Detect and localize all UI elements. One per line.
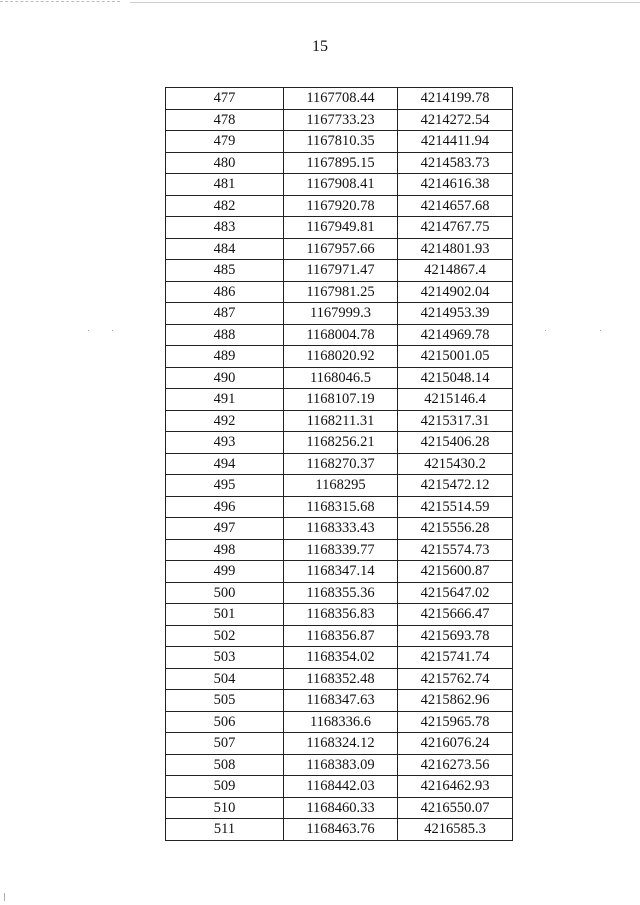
y-coordinate-cell: 4215647.02 [398, 582, 513, 604]
table-row [166, 324, 513, 346]
point-number-cell: 480 [166, 152, 284, 174]
point-number-cell: 483 [166, 217, 284, 239]
y-coordinate-cell: 4215574.73 [398, 539, 513, 561]
table-row [166, 625, 513, 647]
y-coordinate-cell: 4216273.56 [398, 754, 513, 776]
scan-edge-line [0, 1, 120, 2]
table-row [166, 410, 513, 432]
point-number-cell: 497 [166, 518, 284, 540]
point-number-cell: 491 [166, 389, 284, 411]
x-coordinate-cell: 1168463.76 [284, 819, 398, 841]
y-coordinate-cell: 4215001.05 [398, 346, 513, 368]
x-coordinate-cell: 1168339.77 [284, 539, 398, 561]
y-coordinate-cell: 4215556.28 [398, 518, 513, 540]
point-number-cell: 501 [166, 604, 284, 626]
point-number-cell: 510 [166, 797, 284, 819]
table-row [166, 797, 513, 819]
y-coordinate-cell: 4216076.24 [398, 733, 513, 755]
y-coordinate-cell: 4215762.74 [398, 668, 513, 690]
y-coordinate-cell: 4215406.28 [398, 432, 513, 454]
x-coordinate-cell: 1168356.87 [284, 625, 398, 647]
point-number-cell: 490 [166, 367, 284, 389]
table-row [166, 518, 513, 540]
y-coordinate-cell: 4214199.78 [398, 88, 513, 110]
point-number-cell: 486 [166, 281, 284, 303]
point-number-cell: 482 [166, 195, 284, 217]
table-row [166, 303, 513, 325]
scan-speck [88, 330, 89, 331]
x-coordinate-cell: 1168356.83 [284, 604, 398, 626]
point-number-cell: 499 [166, 561, 284, 583]
scan-speck [545, 330, 546, 331]
y-coordinate-cell: 4216462.93 [398, 776, 513, 798]
table-row [166, 152, 513, 174]
table-row [166, 260, 513, 282]
y-coordinate-cell: 4215741.74 [398, 647, 513, 669]
point-number-cell: 493 [166, 432, 284, 454]
point-number-cell: 492 [166, 410, 284, 432]
point-number-cell: 502 [166, 625, 284, 647]
x-coordinate-cell: 1168333.43 [284, 518, 398, 540]
x-coordinate-cell: 1168324.12 [284, 733, 398, 755]
coordinates-table-body [166, 88, 513, 841]
x-coordinate-cell: 1168460.33 [284, 797, 398, 819]
x-coordinate-cell: 1167810.35 [284, 131, 398, 153]
table-row [166, 733, 513, 755]
table-row [166, 754, 513, 776]
y-coordinate-cell: 4214583.73 [398, 152, 513, 174]
point-number-cell: 498 [166, 539, 284, 561]
x-coordinate-cell: 1168383.09 [284, 754, 398, 776]
table-row [166, 475, 513, 497]
point-number-cell: 506 [166, 711, 284, 733]
point-number-cell: 479 [166, 131, 284, 153]
x-coordinate-cell: 1167957.66 [284, 238, 398, 260]
y-coordinate-cell: 4216550.07 [398, 797, 513, 819]
table-row [166, 174, 513, 196]
table-row [166, 647, 513, 669]
y-coordinate-cell: 4215693.78 [398, 625, 513, 647]
x-coordinate-cell: 1168270.37 [284, 453, 398, 475]
y-coordinate-cell: 4214411.94 [398, 131, 513, 153]
x-coordinate-cell: 1168347.14 [284, 561, 398, 583]
y-coordinate-cell: 4215666.47 [398, 604, 513, 626]
x-coordinate-cell: 1168295 [284, 475, 398, 497]
y-coordinate-cell: 4215600.87 [398, 561, 513, 583]
x-coordinate-cell: 1168107.19 [284, 389, 398, 411]
table-row [166, 346, 513, 368]
table-row [166, 195, 513, 217]
x-coordinate-cell: 1167920.78 [284, 195, 398, 217]
point-number-cell: 508 [166, 754, 284, 776]
scan-speck [4, 893, 5, 901]
point-number-cell: 481 [166, 174, 284, 196]
table-row [166, 711, 513, 733]
y-coordinate-cell: 4214953.39 [398, 303, 513, 325]
point-number-cell: 477 [166, 88, 284, 110]
x-coordinate-cell: 1168355.36 [284, 582, 398, 604]
point-number-cell: 489 [166, 346, 284, 368]
table-row [166, 432, 513, 454]
y-coordinate-cell: 4215514.59 [398, 496, 513, 518]
point-number-cell: 500 [166, 582, 284, 604]
table-row [166, 389, 513, 411]
x-coordinate-cell: 1167971.47 [284, 260, 398, 282]
table-row [166, 539, 513, 561]
x-coordinate-cell: 1168211.31 [284, 410, 398, 432]
table-row [166, 281, 513, 303]
point-number-cell: 507 [166, 733, 284, 755]
point-number-cell: 485 [166, 260, 284, 282]
page-number: 15 [312, 38, 328, 55]
x-coordinate-cell: 1168442.03 [284, 776, 398, 798]
x-coordinate-cell: 1167981.25 [284, 281, 398, 303]
table-row [166, 88, 513, 110]
x-coordinate-cell: 1168315.68 [284, 496, 398, 518]
table-row [166, 453, 513, 475]
coordinates-table [165, 87, 513, 841]
y-coordinate-cell: 4215862.96 [398, 690, 513, 712]
point-number-cell: 494 [166, 453, 284, 475]
table-row [166, 668, 513, 690]
scan-speck [112, 330, 113, 331]
x-coordinate-cell: 1168020.92 [284, 346, 398, 368]
table-row [166, 238, 513, 260]
point-number-cell: 495 [166, 475, 284, 497]
table-row [166, 776, 513, 798]
y-coordinate-cell: 4214657.68 [398, 195, 513, 217]
table-row [166, 367, 513, 389]
y-coordinate-cell: 4214272.54 [398, 109, 513, 131]
point-number-cell: 509 [166, 776, 284, 798]
table-row [166, 131, 513, 153]
x-coordinate-cell: 1167708.44 [284, 88, 398, 110]
table-row [166, 496, 513, 518]
y-coordinate-cell: 4214867.4 [398, 260, 513, 282]
scan-speck [600, 330, 601, 331]
table-row [166, 217, 513, 239]
table-row [166, 561, 513, 583]
y-coordinate-cell: 4214801.93 [398, 238, 513, 260]
point-number-cell: 511 [166, 819, 284, 841]
point-number-cell: 487 [166, 303, 284, 325]
table-row [166, 109, 513, 131]
y-coordinate-cell: 4214616.38 [398, 174, 513, 196]
y-coordinate-cell: 4214969.78 [398, 324, 513, 346]
point-number-cell: 496 [166, 496, 284, 518]
x-coordinate-cell: 1168256.21 [284, 432, 398, 454]
y-coordinate-cell: 4215048.14 [398, 367, 513, 389]
table-row [166, 582, 513, 604]
point-number-cell: 484 [166, 238, 284, 260]
point-number-cell: 503 [166, 647, 284, 669]
table-row [166, 690, 513, 712]
x-coordinate-cell: 1167908.41 [284, 174, 398, 196]
y-coordinate-cell: 4215430.2 [398, 453, 513, 475]
y-coordinate-cell: 4215146.4 [398, 389, 513, 411]
x-coordinate-cell: 1168336.6 [284, 711, 398, 733]
point-number-cell: 488 [166, 324, 284, 346]
point-number-cell: 505 [166, 690, 284, 712]
x-coordinate-cell: 1167999.3 [284, 303, 398, 325]
table-row [166, 819, 513, 841]
y-coordinate-cell: 4215472.12 [398, 475, 513, 497]
y-coordinate-cell: 4216585.3 [398, 819, 513, 841]
y-coordinate-cell: 4214902.04 [398, 281, 513, 303]
x-coordinate-cell: 1168354.02 [284, 647, 398, 669]
scan-edge-line [130, 2, 640, 3]
x-coordinate-cell: 1167733.23 [284, 109, 398, 131]
x-coordinate-cell: 1168004.78 [284, 324, 398, 346]
x-coordinate-cell: 1167949.81 [284, 217, 398, 239]
x-coordinate-cell: 1168046.5 [284, 367, 398, 389]
point-number-cell: 478 [166, 109, 284, 131]
y-coordinate-cell: 4215317.31 [398, 410, 513, 432]
x-coordinate-cell: 1168352.48 [284, 668, 398, 690]
x-coordinate-cell: 1168347.63 [284, 690, 398, 712]
y-coordinate-cell: 4214767.75 [398, 217, 513, 239]
y-coordinate-cell: 4215965.78 [398, 711, 513, 733]
x-coordinate-cell: 1167895.15 [284, 152, 398, 174]
point-number-cell: 504 [166, 668, 284, 690]
table-row [166, 604, 513, 626]
